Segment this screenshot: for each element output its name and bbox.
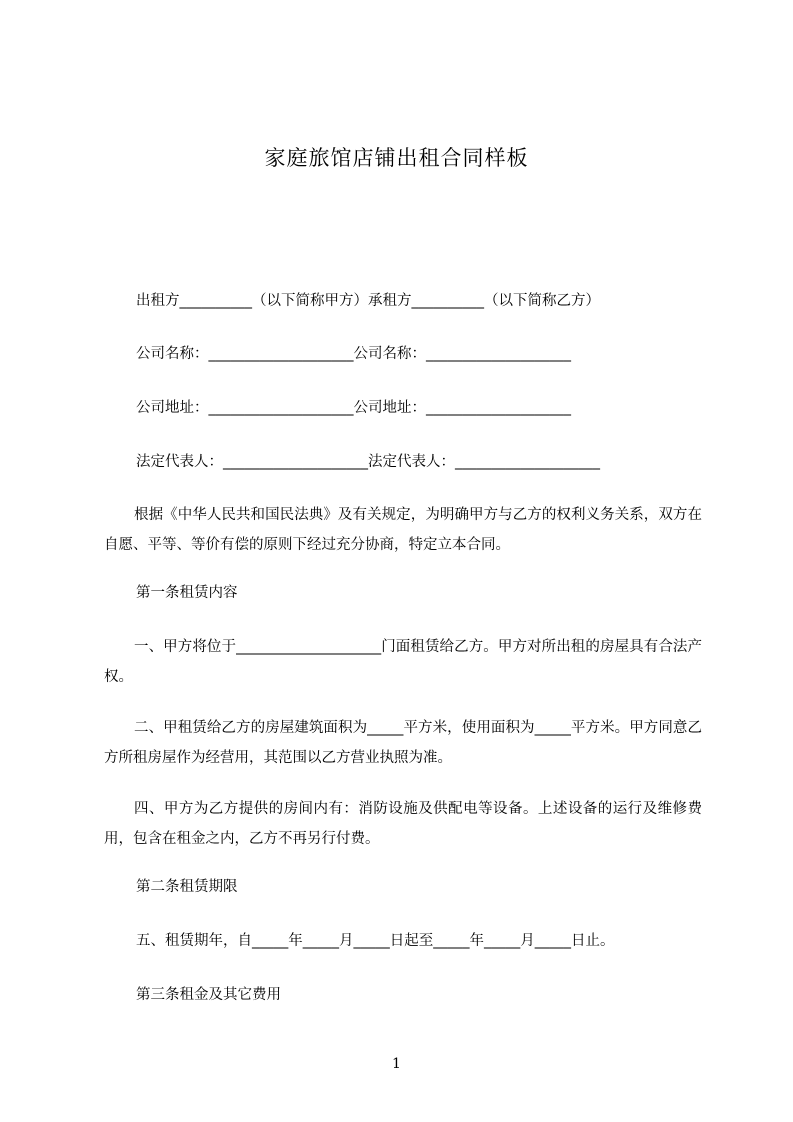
clause-5-line: 五、租赁期年，自_____年_____月_____日起至_____年_____月_____日止。 [136, 933, 615, 949]
clause-4-paragraph: 四、甲方为乙方提供的房间内有：消防设施及供配电等设备。上述设备的运行及维修费用，包含在租金之内，乙方不再另行付费。 [104, 801, 702, 847]
parties-line: 出租方__________（以下简称甲方）承租方__________（以下简称乙方） [136, 293, 600, 309]
article-3-heading: 第三条租金及其它费用 [136, 987, 281, 1003]
clause-2-paragraph: 二、甲租赁给乙方的房屋建筑面积为_____平方米，使用面积为_____平方米。甲方同意乙方所租房屋作为经营用，其范围以乙方营业执照为准。 [104, 720, 702, 766]
preamble-paragraph: 根据《中华人民共和国民法典》及有关规定，为明确甲方与乙方的权利义务关系，双方在自愿、平等、等价有偿的原则下经过充分协商，特定立本合同。 [104, 507, 702, 553]
legal-representative-line: 法定代表人：____________________法定代表人：____________________ [136, 454, 600, 470]
company-name-line: 公司名称：____________________公司名称：____________________ [136, 346, 571, 362]
article-1-heading: 第一条租赁内容 [136, 585, 238, 601]
clause-1-paragraph: 一、甲方将位于____________________门面租赁给乙方。甲方对所出租的房屋具有合法产权。 [104, 639, 702, 685]
page-number: 1 [392, 1056, 401, 1072]
document-title: 家庭旅馆店铺出租合同样板 [264, 146, 529, 170]
article-2-heading: 第二条租赁期限 [136, 879, 238, 895]
company-address-line: 公司地址：____________________公司地址：____________________ [136, 400, 571, 416]
